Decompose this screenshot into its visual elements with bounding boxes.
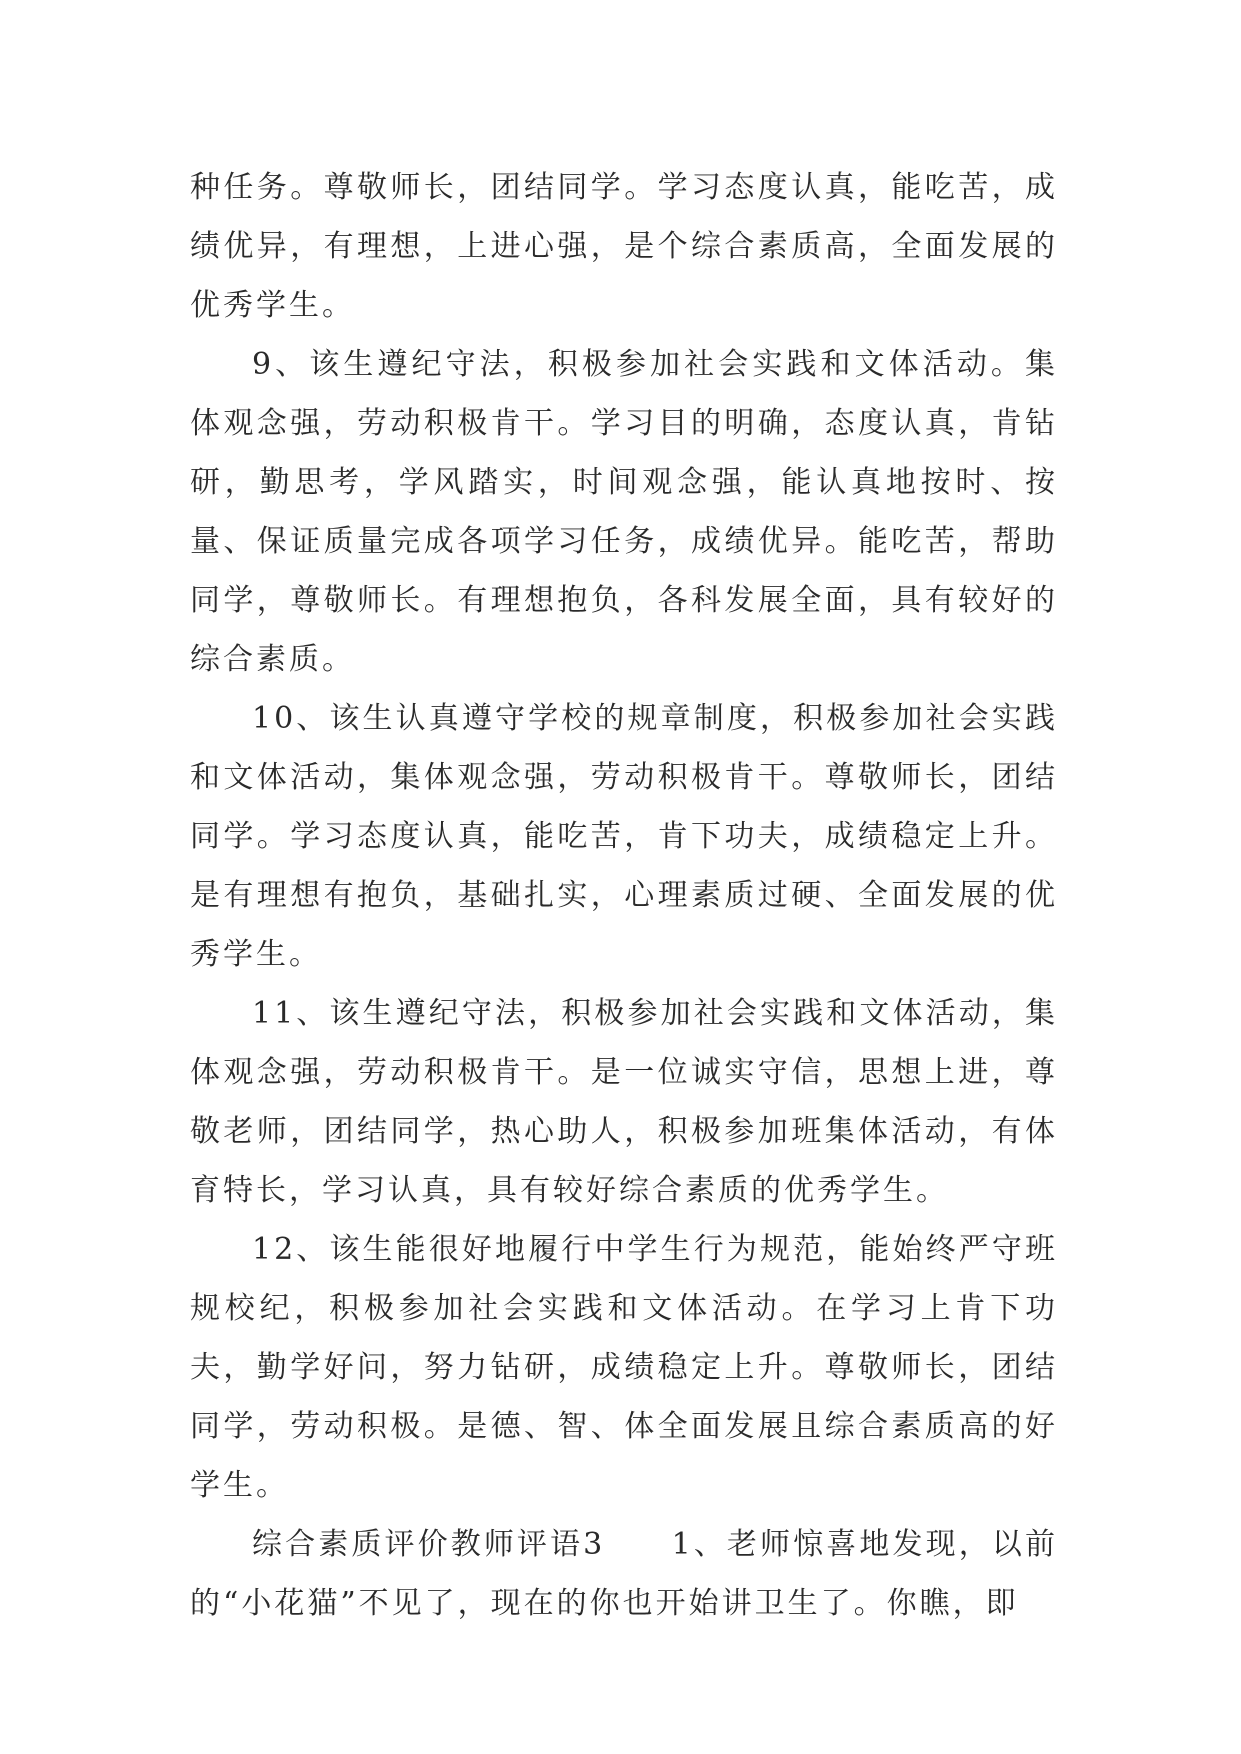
paragraph-section-3: 综合素质评价教师评语3 1、老师惊喜地发现，以前的“小花猫”不见了，现在的你也开始讲卫生了。你瞧，即 bbox=[190, 1527, 1058, 1621]
document-page bbox=[190, 158, 1058, 1633]
paragraph-continuation: 种任务。尊敬师长，团结同学。学习态度认真，能吃苦，成绩优异，有理想，上进心强，是个综合素质高，全面发展的优秀学生。 bbox=[190, 170, 1058, 323]
paragraph-comment-9: 9、该生遵纪守法，积极参加社会实践和文体活动。集体观念强，劳动积极肯干。学习目的明确，态度认真，肯钻研，勤思考，学风踏实，时间观念强，能认真地按时、按量、保证质量完成各项学习任务，成绩优异。能吃苦，帮助同学，尊敬师长。有理想抱负，各科发展全面，具有较好的综合素质。 bbox=[190, 347, 1058, 677]
paragraph-comment-12: 12、该生能很好地履行中学生行为规范，能始终严守班规校纪，积极参加社会实践和文体活动。在学习上肯下功夫，勤学好问，努力钻研，成绩稳定上升。尊敬师长，团结同学，劳动积极。是德、智、体全面发展且综合素质高的好学生。 bbox=[190, 1232, 1058, 1503]
paragraph-comment-10: 10、该生认真遵守学校的规章制度，积极参加社会实践和文体活动，集体观念强，劳动积极肯干。尊敬师长，团结同学。学习态度认真，能吃苦，肯下功夫，成绩稳定上升。是有理想有抱负，基础扎实，心理素质过硬、全面发展的优秀学生。 bbox=[190, 701, 1058, 972]
paragraph-comment-11: 11、该生遵纪守法，积极参加社会实践和文体活动，集体观念强，劳动积极肯干。是一位诚实守信，思想上进，尊敬老师，团结同学，热心助人，积极参加班集体活动，有体育特长，学习认真，具有较好综合素质的优秀学生。 bbox=[190, 996, 1058, 1208]
